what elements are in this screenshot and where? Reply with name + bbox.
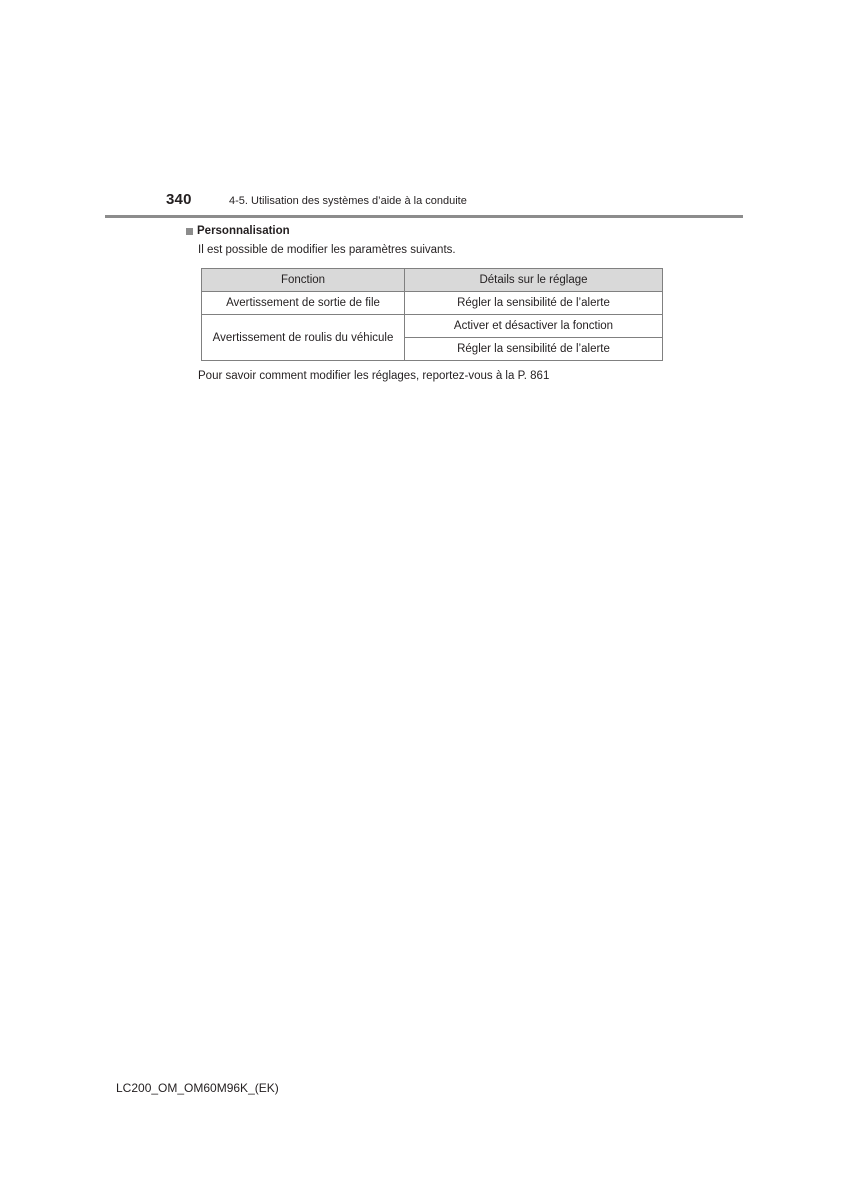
footer-code: LC200_OM_OM60M96K_(EK)	[116, 1081, 279, 1095]
header-rule	[105, 215, 743, 218]
chapter-title: 4-5. Utilisation des systèmes d’aide à la conduite	[229, 195, 467, 207]
column-header-function: Fonction	[202, 269, 405, 292]
column-header-details: Détails sur le réglage	[405, 269, 663, 292]
section-heading	[186, 225, 290, 237]
table-cell-function: Avertissement de roulis du véhicule	[202, 315, 405, 361]
table-cell-details: Activer et désactiver la fonction	[405, 315, 663, 338]
table-row	[202, 292, 663, 315]
table-cell-details: Régler la sensibilité de l’alerte	[405, 292, 663, 315]
table-cell-details: Régler la sensibilité de l’alerte	[405, 338, 663, 361]
table-header-row	[202, 269, 663, 292]
table-cell-function: Avertissement de sortie de file	[202, 292, 405, 315]
intro-text: Il est possible de modifier les paramètres suivants.	[198, 244, 456, 256]
table-row	[202, 315, 663, 338]
reference-text: Pour savoir comment modifier les réglages, reportez-vous à la P. 861	[198, 370, 550, 382]
settings-table	[201, 268, 663, 361]
page-number: 340	[166, 191, 192, 208]
square-bullet-icon	[186, 228, 193, 235]
section-heading-text: Personnalisation	[197, 225, 290, 237]
